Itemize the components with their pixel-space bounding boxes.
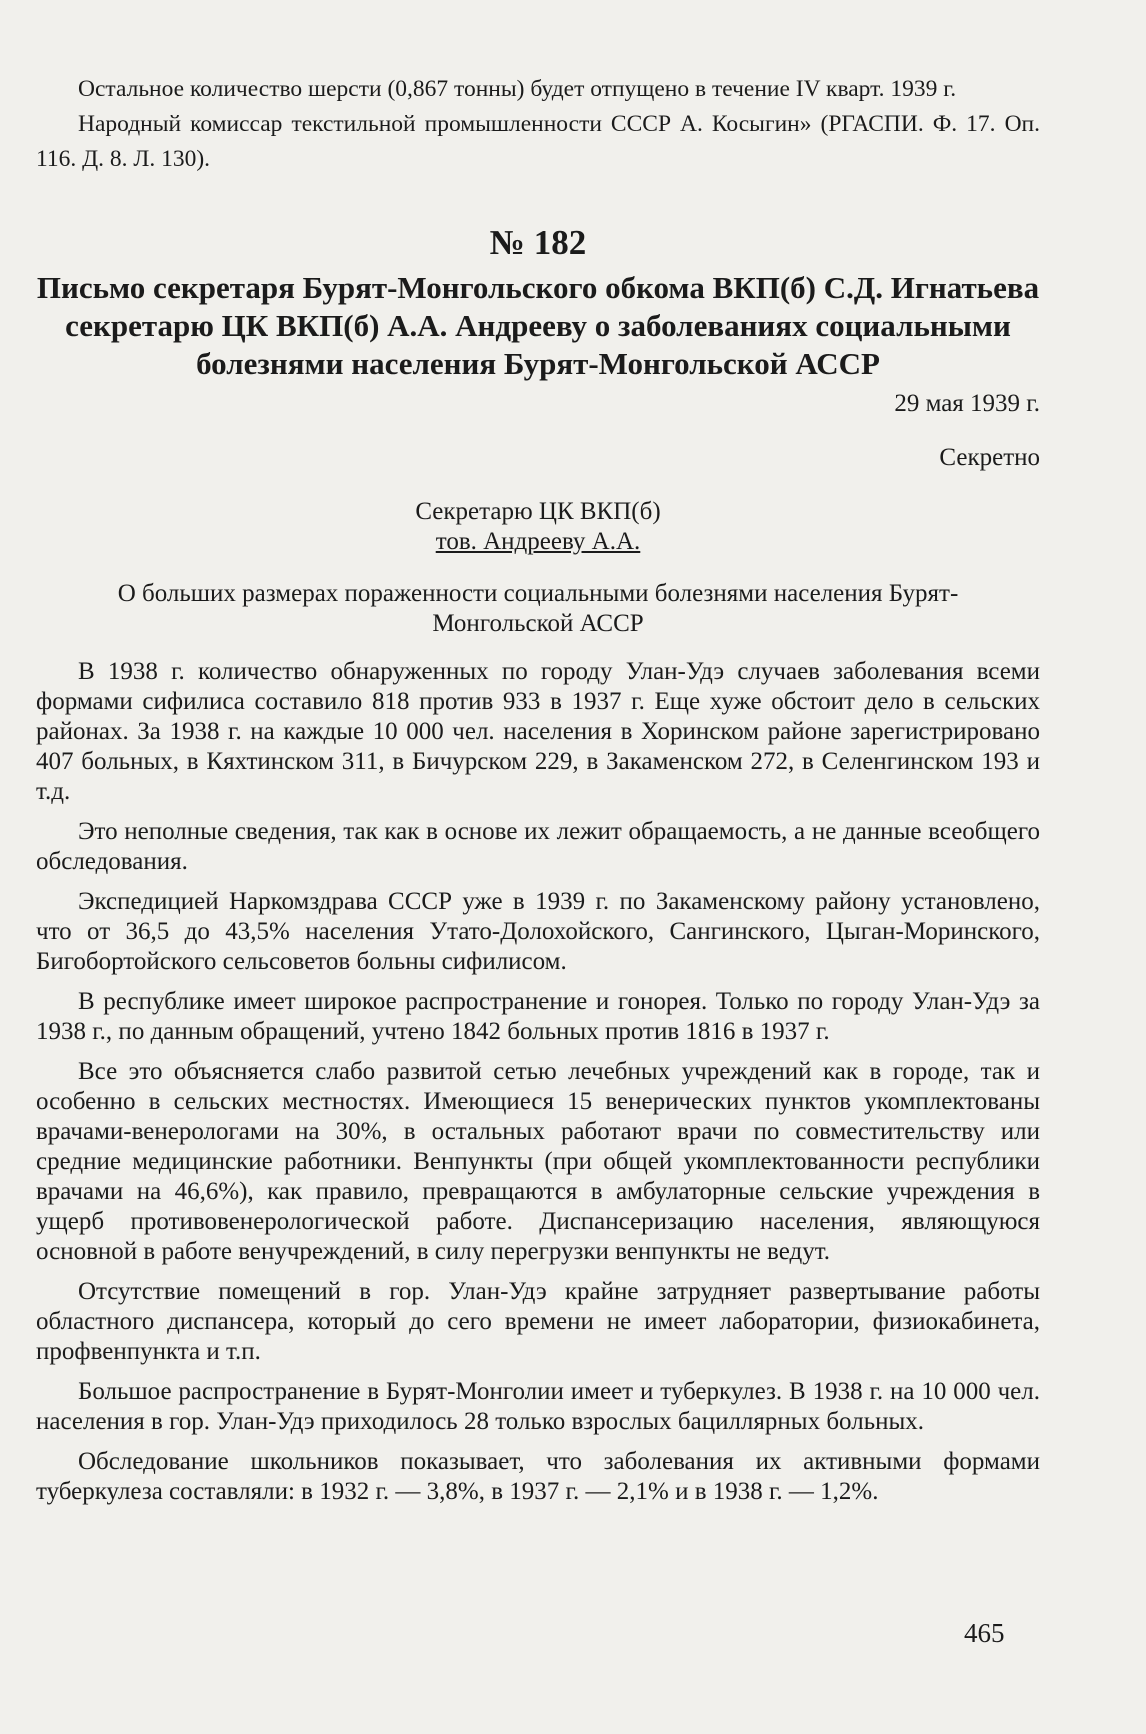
page-number: 465 — [964, 1618, 1005, 1648]
paragraph: Экспедицией Наркомздрава СССР уже в 1939 г. по Закаменскому району установлено, что от 36,5 до 43,5% населения Утато-Долохойского, Сангинского, Цыган-Моринского, Бигобортойского сельсоветов больны сифилисом. — [36, 888, 1040, 975]
document-title: Письмо секретаря Бурят-Монгольского обкома ВКП(б) С.Д. Игнатьева секретарю ЦК ВКП(б) А.А. Андрееву о заболеваниях социальными болезнями населения Бурят-Монгольской АССР — [36, 270, 1040, 381]
previous-signature: Народный комиссар текстильной промышленности СССР А. Косыгин» (РГАСПИ. Ф. 17. Оп. 116. Д. 8. Л. 130). — [36, 111, 1040, 172]
letter-subject: О больших размерах пораженности социальными болезнями населения Бурят-Монгольской АССР — [117, 580, 959, 637]
addressee-line-1: Секретарю ЦК ВКП(б) — [415, 498, 661, 525]
addressee-line-2: тов. Андрееву А.А. — [435, 528, 641, 555]
paragraph: В 1938 г. количество обнаруженных по городу Улан-Удэ случаев заболевания всеми формами сифилиса составило 818 против 933 в 1937 г. Еще хуже обстоит дело в сельских районах. За 1938 г. на каждые 10 000 чел. населения в Хоринском районе зарегистрировано 407 больных, в Кяхтинском 311, в Бичурском 229, в Закаменском 272, в Селенгинском 193 и т.д. — [36, 658, 1040, 805]
document-page — [36, 72, 1040, 1517]
paragraph: Отсутствие помещений в гор. Улан-Удэ крайне затрудняет развертывание работы областного диспансера, который до сего времени не имеет лаборатории, физиокабинета, профвенпункта и т.п. — [36, 1278, 1040, 1365]
paragraph: Это неполные сведения, так как в основе их лежит обращаемость, а не данные всеобщего обследования. — [36, 818, 1040, 875]
document-number: № 182 — [489, 223, 587, 262]
paragraph: Большое распространение в Бурят-Монголии имеет и туберкулез. В 1938 г. на 10 000 чел. населения в гор. Улан-Удэ приходилось 28 только взрослых бациллярных больных. — [36, 1378, 1040, 1435]
paragraph: В республике имеет широкое распространение и гонорея. Только по городу Улан-Удэ за 1938 г., по данным обращений, учтено 1842 больных против 1816 в 1937 г. — [36, 988, 1040, 1045]
classification-mark: Секретно — [939, 444, 1040, 471]
document-date: 29 мая 1939 г. — [894, 390, 1040, 417]
letter-body — [36, 657, 1040, 1507]
previous-document-ending — [36, 72, 1040, 177]
previous-paragraph: Остальное количество шерсти (0,867 тонны) будет отпущено в течение IV кварт. 1939 г. — [78, 76, 957, 102]
paragraph: Все это объясняется слабо развитой сетью лечебных учреждений как в городе, так и особенно в сельских местностях. Имеющиеся 15 венерических пунктов укомплектованы врачами-венерологами на 30%, в остальных работают врачи по совместительству или средние медицинские работники. Венпункты (при общей укомплектованности республики врачами на 46,6%), как правило, превращаются в амбулаторные сельские учреждения в ущерб противовенерологической работе. Диспансеризацию населения, являющуюся основной в работе венучреждений, в силу перегрузки венпункты не ведут. — [36, 1058, 1040, 1265]
paragraph: Обследование школьников показывает, что заболевания их активными формами туберкулеза составляли: в 1932 г. — 3,8%, в 1937 г. — 2,1% и в 1938 г. — 1,2%. — [36, 1448, 1040, 1505]
addressee — [36, 497, 1040, 557]
